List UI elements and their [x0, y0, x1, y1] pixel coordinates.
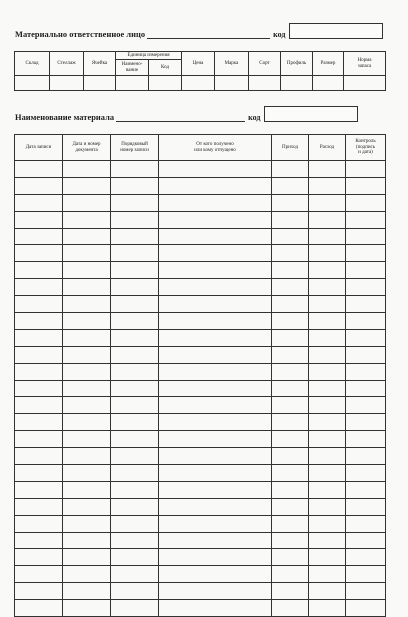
ledger-cell[interactable]: [159, 313, 272, 330]
ledger-cell[interactable]: [309, 177, 346, 194]
responsible-person-row: [15, 27, 383, 39]
ledger-cell[interactable]: [272, 161, 309, 178]
ledger-cell[interactable]: [63, 296, 111, 313]
ledger-cell[interactable]: [346, 549, 386, 566]
ledger-cell[interactable]: [63, 515, 111, 532]
ledger-cell[interactable]: [111, 448, 159, 465]
ledger-cell[interactable]: [111, 279, 159, 296]
material-code-label: код: [248, 113, 261, 122]
ledger-cell[interactable]: [309, 161, 346, 178]
ledger-cell[interactable]: [63, 177, 111, 194]
value-cell[interactable]: [344, 76, 386, 91]
col-header-control: Контроль (подпись и дата): [346, 135, 386, 161]
ledger-cell[interactable]: [63, 465, 111, 482]
col-header-counterparty: От кого получено или кому отпущено: [159, 135, 272, 161]
ledger-cell[interactable]: [63, 228, 111, 245]
ledger-cell[interactable]: [272, 397, 309, 414]
ledger-cell[interactable]: [111, 296, 159, 313]
ledger-cell[interactable]: [346, 228, 386, 245]
ledger-cell[interactable]: [63, 549, 111, 566]
ledger-cell[interactable]: [111, 465, 159, 482]
ledger-cell[interactable]: [159, 583, 272, 600]
ledger-cell[interactable]: [111, 346, 159, 363]
ledger-cell[interactable]: [272, 329, 309, 346]
ledger-row: [15, 228, 386, 245]
ledger-cell[interactable]: [63, 600, 111, 617]
value-cell[interactable]: [281, 76, 313, 91]
material-name-row: [15, 110, 358, 122]
ledger-cell[interactable]: [272, 414, 309, 431]
ledger-cell[interactable]: [346, 498, 386, 515]
responsible-person-label: Материально ответственное лицо: [15, 30, 146, 39]
ledger-cell[interactable]: [15, 431, 63, 448]
ledger-cell[interactable]: [309, 515, 346, 532]
material-name-label: Наименование материала: [15, 113, 115, 122]
ledger-cell[interactable]: [346, 414, 386, 431]
ledger-cell[interactable]: [272, 431, 309, 448]
ledger-cell[interactable]: [63, 194, 111, 211]
ledger-cell[interactable]: [63, 279, 111, 296]
col-header-cell: Ячейка: [84, 52, 116, 76]
ledger-cell[interactable]: [272, 279, 309, 296]
ledger-row: [15, 515, 386, 532]
ledger-cell[interactable]: [272, 313, 309, 330]
ledger-cell[interactable]: [111, 380, 159, 397]
ledger-cell[interactable]: [63, 262, 111, 279]
ledger-cell[interactable]: [63, 481, 111, 498]
col-header-price: Цена: [182, 52, 215, 76]
ledger-cell[interactable]: [111, 262, 159, 279]
ledger-cell[interactable]: [346, 329, 386, 346]
value-cell[interactable]: [182, 76, 215, 91]
code-field[interactable]: [289, 23, 383, 39]
ledger-cell[interactable]: [346, 161, 386, 178]
ledger-cell[interactable]: [63, 532, 111, 549]
ledger-cell[interactable]: [15, 414, 63, 431]
ledger-row: [15, 161, 386, 178]
ledger-cell[interactable]: [159, 481, 272, 498]
ledger-row: [15, 296, 386, 313]
ledger-cell[interactable]: [159, 161, 272, 178]
ledger-cell[interactable]: [111, 245, 159, 262]
ledger-row: [15, 566, 386, 583]
col-header-warehouse: Склад: [15, 52, 50, 76]
material-code-field[interactable]: [264, 106, 358, 122]
ledger-cell[interactable]: [159, 566, 272, 583]
ledger-cell[interactable]: [309, 549, 346, 566]
ledger-row: [15, 346, 386, 363]
ledger-cell[interactable]: [346, 583, 386, 600]
ledger-cell[interactable]: [15, 161, 63, 178]
ledger-cell[interactable]: [346, 566, 386, 583]
ledger-cell[interactable]: [159, 194, 272, 211]
ledger-cell[interactable]: [111, 211, 159, 228]
ledger-cell[interactable]: [63, 397, 111, 414]
ledger-cell[interactable]: [159, 245, 272, 262]
ledger-cell[interactable]: [63, 211, 111, 228]
ledger-cell[interactable]: [346, 245, 386, 262]
ledger-cell[interactable]: [309, 245, 346, 262]
ledger-cell[interactable]: [63, 414, 111, 431]
ledger-cell[interactable]: [15, 600, 63, 617]
ledger-cell[interactable]: [272, 245, 309, 262]
ledger-cell[interactable]: [309, 211, 346, 228]
code-label: код: [273, 30, 286, 39]
ledger-cell[interactable]: [111, 414, 159, 431]
ledger-cell[interactable]: [15, 465, 63, 482]
ledger-cell[interactable]: [346, 211, 386, 228]
ledger-cell[interactable]: [111, 329, 159, 346]
ledger-cell[interactable]: [272, 363, 309, 380]
ledger-cell[interactable]: [346, 532, 386, 549]
ledger-cell[interactable]: [111, 313, 159, 330]
ledger-cell[interactable]: [15, 498, 63, 515]
ledger-cell[interactable]: [111, 515, 159, 532]
ledger-cell[interactable]: [111, 549, 159, 566]
ledger-cell[interactable]: [272, 262, 309, 279]
ledger-cell[interactable]: [159, 211, 272, 228]
ledger-cell[interactable]: [159, 296, 272, 313]
ledger-row: [15, 583, 386, 600]
ledger-cell[interactable]: [346, 296, 386, 313]
ledger-row: [15, 363, 386, 380]
ledger-body: [15, 161, 386, 617]
ledger-cell[interactable]: [346, 363, 386, 380]
ledger-cell[interactable]: [15, 481, 63, 498]
ledger-cell[interactable]: [346, 194, 386, 211]
ledger-cell[interactable]: [15, 329, 63, 346]
ledger-cell[interactable]: [346, 262, 386, 279]
ledger-header-row: [15, 135, 386, 161]
ledger-row: [15, 245, 386, 262]
col-header-unit-code: Код: [149, 60, 182, 76]
value-cell[interactable]: [50, 76, 84, 91]
ledger-cell[interactable]: [15, 296, 63, 313]
ledger-cell[interactable]: [309, 583, 346, 600]
ledger-cell[interactable]: [63, 245, 111, 262]
ledger-cell[interactable]: [272, 228, 309, 245]
ledger-cell[interactable]: [15, 566, 63, 583]
ledger-cell[interactable]: [272, 515, 309, 532]
ledger-cell[interactable]: [63, 448, 111, 465]
ledger-cell[interactable]: [309, 532, 346, 549]
ledger-cell[interactable]: [15, 532, 63, 549]
ledger-cell[interactable]: [15, 245, 63, 262]
ledger-row: [15, 279, 386, 296]
value-cell[interactable]: [15, 76, 50, 91]
ledger-cell[interactable]: [309, 346, 346, 363]
ledger-cell[interactable]: [15, 583, 63, 600]
ledger-cell[interactable]: [309, 414, 346, 431]
ledger-cell[interactable]: [272, 566, 309, 583]
ledger-cell[interactable]: [309, 194, 346, 211]
ledger-cell[interactable]: [159, 515, 272, 532]
ledger-cell[interactable]: [272, 177, 309, 194]
ledger-cell[interactable]: [63, 583, 111, 600]
ledger-cell[interactable]: [309, 397, 346, 414]
ledger-cell[interactable]: [63, 431, 111, 448]
ledger-cell[interactable]: [272, 211, 309, 228]
ledger-cell[interactable]: [63, 566, 111, 583]
col-header-stock-norm: Норма запаса: [344, 52, 386, 76]
ledger-cell[interactable]: [159, 600, 272, 617]
ledger-row: [15, 414, 386, 431]
ledger-cell[interactable]: [15, 397, 63, 414]
col-header-size: Размер: [313, 52, 344, 76]
ledger-cell[interactable]: [111, 583, 159, 600]
ledger-cell[interactable]: [346, 431, 386, 448]
col-header-entry-number: Порядковый номер записи: [111, 135, 159, 161]
ledger-cell[interactable]: [111, 566, 159, 583]
ledger-cell[interactable]: [309, 566, 346, 583]
ledger-table: [14, 134, 386, 617]
ledger-cell[interactable]: [63, 161, 111, 178]
ledger-cell[interactable]: [159, 431, 272, 448]
ledger-row: [15, 211, 386, 228]
ledger-cell[interactable]: [309, 600, 346, 617]
ledger-cell[interactable]: [346, 515, 386, 532]
ledger-cell[interactable]: [346, 313, 386, 330]
col-header-unit-group: Единица измерения: [116, 52, 182, 60]
ledger-cell[interactable]: [309, 380, 346, 397]
ledger-cell[interactable]: [272, 583, 309, 600]
col-header-brand: Марка: [215, 52, 249, 76]
ledger-cell[interactable]: [272, 380, 309, 397]
ledger-cell[interactable]: [272, 549, 309, 566]
ledger-cell[interactable]: [63, 498, 111, 515]
ledger-cell[interactable]: [159, 532, 272, 549]
ledger-cell[interactable]: [15, 194, 63, 211]
ledger-row: [15, 532, 386, 549]
ledger-cell[interactable]: [272, 600, 309, 617]
ledger-cell[interactable]: [159, 279, 272, 296]
ledger-cell[interactable]: [272, 481, 309, 498]
ledger-cell[interactable]: [111, 532, 159, 549]
ledger-cell[interactable]: [63, 363, 111, 380]
ledger-cell[interactable]: [159, 346, 272, 363]
ledger-cell[interactable]: [272, 498, 309, 515]
ledger-cell[interactable]: [272, 346, 309, 363]
ledger-cell[interactable]: [346, 380, 386, 397]
ledger-cell[interactable]: [159, 465, 272, 482]
ledger-cell[interactable]: [272, 532, 309, 549]
ledger-cell[interactable]: [159, 498, 272, 515]
ledger-cell[interactable]: [111, 397, 159, 414]
ledger-row: [15, 498, 386, 515]
ledger-cell[interactable]: [111, 177, 159, 194]
col-header-rack: Стеллаж: [50, 52, 84, 76]
ledger-cell[interactable]: [15, 279, 63, 296]
ledger-cell[interactable]: [159, 329, 272, 346]
ledger-cell[interactable]: [346, 346, 386, 363]
ledger-cell[interactable]: [309, 296, 346, 313]
ledger-row: [15, 481, 386, 498]
value-cell[interactable]: [149, 76, 182, 91]
col-header-unit-name: Наимено- вание: [116, 60, 149, 76]
ledger-cell[interactable]: [346, 481, 386, 498]
ledger-row: [15, 448, 386, 465]
ledger-cell[interactable]: [309, 431, 346, 448]
ledger-cell[interactable]: [272, 465, 309, 482]
ledger-cell[interactable]: [63, 313, 111, 330]
ledger-cell[interactable]: [111, 228, 159, 245]
col-header-receipt: Приход: [272, 135, 309, 161]
ledger-cell[interactable]: [159, 363, 272, 380]
ledger-cell[interactable]: [111, 431, 159, 448]
ledger-cell[interactable]: [15, 448, 63, 465]
ledger-cell[interactable]: [15, 177, 63, 194]
ledger-cell[interactable]: [15, 380, 63, 397]
storage-info-table: [14, 51, 386, 91]
ledger-cell[interactable]: [15, 313, 63, 330]
ledger-cell[interactable]: [15, 346, 63, 363]
ledger-cell[interactable]: [111, 498, 159, 515]
ledger-row: [15, 380, 386, 397]
ledger-cell[interactable]: [63, 346, 111, 363]
ledger-cell[interactable]: [159, 549, 272, 566]
ledger-cell[interactable]: [15, 228, 63, 245]
value-cell[interactable]: [84, 76, 116, 91]
ledger-cell[interactable]: [309, 465, 346, 482]
ledger-row: [15, 397, 386, 414]
ledger-cell[interactable]: [159, 414, 272, 431]
col-header-entry-date: Дата записи: [15, 135, 63, 161]
ledger-cell[interactable]: [272, 448, 309, 465]
ledger-cell[interactable]: [346, 448, 386, 465]
col-header-profile: Профиль: [281, 52, 313, 76]
ledger-cell[interactable]: [309, 279, 346, 296]
ledger-cell[interactable]: [15, 549, 63, 566]
ledger-cell[interactable]: [15, 363, 63, 380]
ledger-cell[interactable]: [272, 194, 309, 211]
ledger-cell[interactable]: [309, 448, 346, 465]
ledger-cell[interactable]: [309, 228, 346, 245]
ledger-cell[interactable]: [111, 161, 159, 178]
ledger-row: [15, 431, 386, 448]
ledger-cell[interactable]: [111, 600, 159, 617]
value-cell[interactable]: [116, 76, 149, 91]
ledger-cell[interactable]: [15, 515, 63, 532]
value-cell[interactable]: [313, 76, 344, 91]
ledger-cell[interactable]: [63, 329, 111, 346]
col-header-document: Дата и номер документа: [63, 135, 111, 161]
ledger-cell[interactable]: [309, 262, 346, 279]
ledger-row: [15, 465, 386, 482]
ledger-cell[interactable]: [63, 380, 111, 397]
storage-info-values-row: [15, 76, 386, 91]
ledger-cell[interactable]: [15, 211, 63, 228]
ledger-row: [15, 549, 386, 566]
ledger-cell[interactable]: [111, 194, 159, 211]
col-header-grade: Сорт: [249, 52, 281, 76]
ledger-cell[interactable]: [159, 262, 272, 279]
ledger-cell[interactable]: [111, 481, 159, 498]
ledger-cell[interactable]: [159, 177, 272, 194]
col-header-expense: Расход: [309, 135, 346, 161]
material-name-field[interactable]: [116, 120, 245, 122]
ledger-cell[interactable]: [15, 262, 63, 279]
ledger-row: [15, 262, 386, 279]
ledger-cell[interactable]: [346, 279, 386, 296]
value-cell[interactable]: [215, 76, 249, 91]
ledger-row: [15, 194, 386, 211]
ledger-cell[interactable]: [309, 363, 346, 380]
value-cell[interactable]: [249, 76, 281, 91]
ledger-row: [15, 313, 386, 330]
ledger-cell[interactable]: [346, 397, 386, 414]
ledger-cell[interactable]: [159, 448, 272, 465]
ledger-row: [15, 600, 386, 617]
ledger-row: [15, 177, 386, 194]
ledger-cell[interactable]: [272, 296, 309, 313]
ledger-cell[interactable]: [346, 465, 386, 482]
responsible-person-field[interactable]: [147, 37, 270, 39]
ledger-cell[interactable]: [159, 380, 272, 397]
ledger-cell[interactable]: [159, 228, 272, 245]
ledger-cell[interactable]: [346, 600, 386, 617]
ledger-cell[interactable]: [309, 329, 346, 346]
ledger-cell[interactable]: [309, 498, 346, 515]
ledger-cell[interactable]: [159, 397, 272, 414]
ledger-row: [15, 329, 386, 346]
ledger-cell[interactable]: [346, 177, 386, 194]
ledger-cell[interactable]: [309, 313, 346, 330]
ledger-cell[interactable]: [111, 363, 159, 380]
ledger-cell[interactable]: [309, 481, 346, 498]
